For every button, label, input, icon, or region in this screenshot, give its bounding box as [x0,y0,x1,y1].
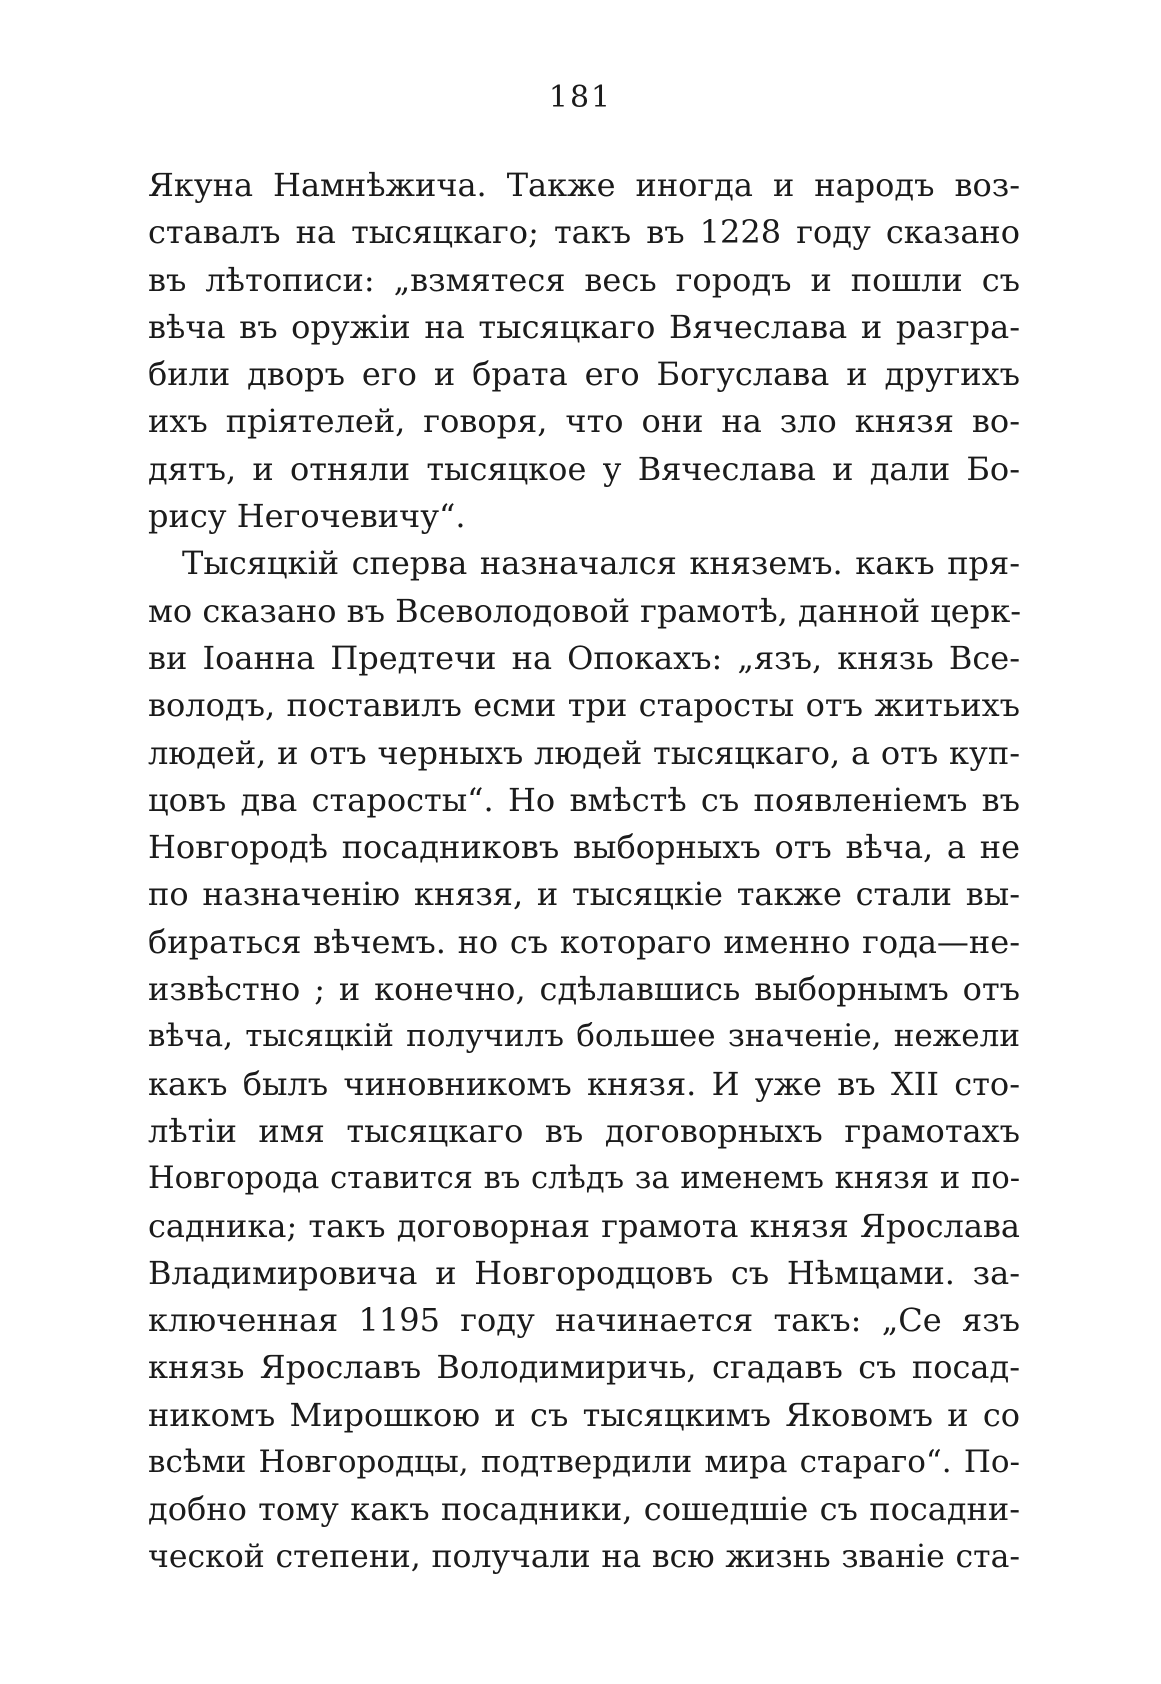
text-line: ставалъ на тысяцкаго; такъ въ 1228 году сказано [148,213,1020,252]
text-line: никомъ Мирошкою и съ тысяцкимъ Яковомъ и со [148,1395,1020,1434]
text-line: вѣча, тысяцкій получилъ большее значеніе, нежели [148,1018,1020,1055]
text-line: садника; такъ договорная грамота князя Ярослава [148,1206,1020,1245]
text-line: Новгорода ставится въ слѣдъ за именемъ князя и по- [148,1161,1020,1197]
body-text [148,162,1020,1581]
text-line: били дворъ его и брата его Богуслава и другихъ [148,355,1020,394]
text-line: дятъ, и отняли тысяцкое у Вячеслава и дали Бо- [148,449,1020,488]
text-line: ческой степени, получали на всю жизнь званіе ста- [148,1538,1020,1575]
text-line: вѣча въ оружіи на тысяцкаго Вячеслава и разгра- [148,307,1020,346]
text-line: лѣтіи имя тысяцкаго въ договорныхъ грамотахъ [148,1111,1020,1150]
text-line: Владимировича и Новгородцовъ съ Нѣмцами. за- [148,1253,1020,1292]
text-line: бираться вѣчемъ. но съ котораго именно года—не- [148,922,1020,961]
text-line: цовъ два старосты“. Но вмѣстѣ съ появленіемъ въ [148,780,1020,819]
text-line: Новгородѣ посадниковъ выборныхъ отъ вѣча, а не [148,828,1020,867]
text-line: володъ, поставилъ есми три старосты отъ житьихъ [148,686,1020,725]
text-line: Якуна Намнѣжича. Также иногда и народъ воз- [148,166,1020,204]
text-line: въ лѣтописи: „взмятеся весь городъ и пошли съ [148,260,1020,299]
text-line: Тысяцкій сперва назначался княземъ. какъ пря- [182,544,1020,583]
text-line: ви Іоанна Предтечи на Опокахъ: „язъ, князь Все- [148,638,1020,677]
text-line: мо сказано въ Всеволодовой грамотѣ, данной церк- [148,591,1022,630]
text-line: ихъ пріятелей, говоря, что они на зло князя во- [148,402,1020,441]
text-line: извѣстно ; и конечно, сдѣлавшись выборнымъ отъ [148,970,1020,1009]
text-line: добно тому какъ посадники, сошедшіе съ посадни- [148,1490,1020,1529]
text-line: князь Ярославъ Володимиричь, сгадавъ съ посад- [148,1348,1020,1387]
text-line: людей, и отъ черныхъ людей тысяцкаго, а отъ куп- [148,733,1020,772]
text-line: по назначенію князя, и тысяцкіе также стали вы- [148,875,1020,914]
page-number: 181 [548,80,613,115]
text-line: рису Негочевичу“. [148,497,466,536]
text-line: всѣми Новгородцы, подтвердили мира стараго“. По- [148,1444,1020,1481]
text-line: ключенная 1195 году начинается такъ: „Се язъ [148,1301,1020,1340]
text-line: какъ былъ чиновникомъ князя. И уже въ XII сто- [148,1064,1020,1103]
